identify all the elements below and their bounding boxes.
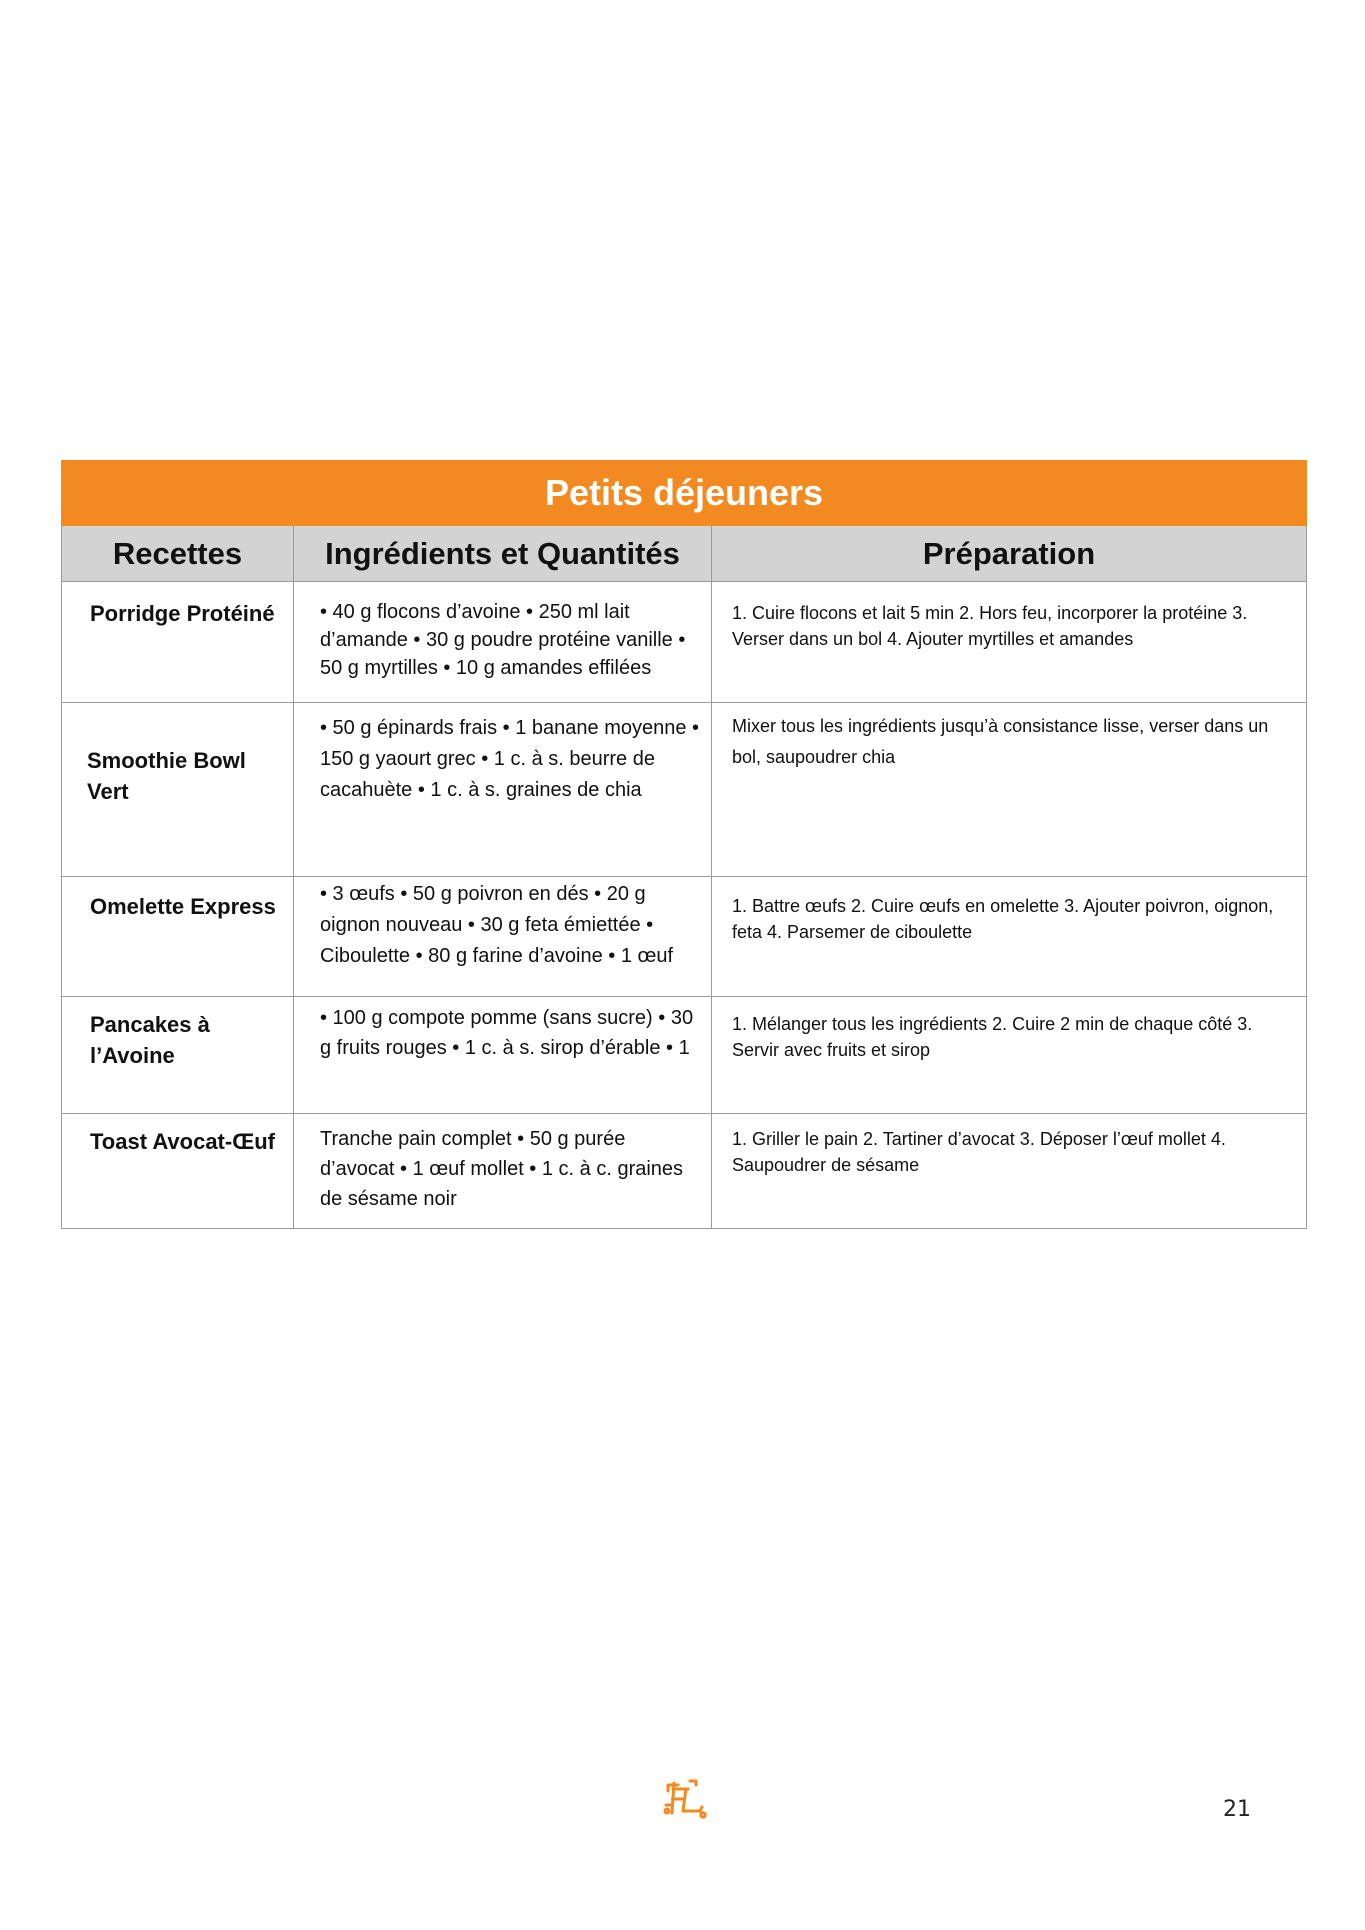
- page-number: 21: [1223, 1797, 1251, 1822]
- table-title: Petits déjeuners: [62, 461, 1307, 526]
- table-row: [62, 877, 1307, 997]
- recipe-preparation: 1. Battre œufs 2. Cuire œufs en omelette 3. Ajouter poivron, oignon, feta 4. Parsemer de ciboulette: [712, 877, 1307, 997]
- header-recipes: Recettes: [62, 526, 294, 582]
- header-preparation: Préparation: [712, 526, 1307, 582]
- recipe-ingredients: • 3 œufs • 50 g poivron en dés • 20 g oignon nouveau • 30 g feta émiettée • Ciboulette • 80 g farine d’avoine • 1 œuf: [294, 877, 712, 997]
- recipe-preparation: 1. Mélanger tous les ingrédients 2. Cuire 2 min de chaque côté 3. Servir avec fruits et sirop: [712, 997, 1307, 1114]
- table-title-row: [62, 461, 1307, 526]
- recipe-name: Omelette Express: [62, 877, 294, 997]
- recipe-ingredients: • 100 g compote pomme (sans sucre) • 30 g fruits rouges • 1 c. à s. sirop d’érable • 1: [294, 997, 712, 1114]
- fl-logo-icon: [662, 1775, 708, 1821]
- recipe-name: Smoothie Bowl Vert: [62, 703, 294, 877]
- recipe-ingredients: • 40 g flocons d’avoine • 250 ml lait d’amande • 30 g poudre protéine vanille • 50 g myrtilles • 10 g amandes effilées: [294, 582, 712, 703]
- table-row: [62, 1114, 1307, 1229]
- table-row: [62, 582, 1307, 703]
- recipe-ingredients: Tranche pain complet • 50 g purée d’avocat • 1 œuf mollet • 1 c. à c. graines de sésame noir: [294, 1114, 712, 1229]
- table-header-row: [62, 526, 1307, 582]
- recipe-name: Toast Avocat-Œuf: [62, 1114, 294, 1229]
- recipe-ingredients: • 50 g épinards frais • 1 banane moyenne • 150 g yaourt grec • 1 c. à s. beurre de cacahuète • 1 c. à s. graines de chia: [294, 703, 712, 877]
- recipe-name: Pancakes à l’Avoine: [62, 997, 294, 1114]
- breakfast-recipe-table: [61, 460, 1307, 1229]
- recipe-preparation: 1. Griller le pain 2. Tartiner d’avocat 3. Déposer l’œuf mollet 4. Saupoudrer de sésame: [712, 1114, 1307, 1229]
- recipe-preparation: Mixer tous les ingrédients jusqu’à consistance lisse, verser dans un bol, saupoudrer chia: [712, 703, 1307, 877]
- recipe-name: Porridge Protéiné: [62, 582, 294, 703]
- header-ingredients: Ingrédients et Quantités: [294, 526, 712, 582]
- table-row: [62, 997, 1307, 1114]
- table-row: [62, 703, 1307, 877]
- recipe-preparation: 1. Cuire flocons et lait 5 min 2. Hors feu, incorporer la protéine 3. Verser dans un bol 4. Ajouter myrtilles et amandes: [712, 582, 1307, 703]
